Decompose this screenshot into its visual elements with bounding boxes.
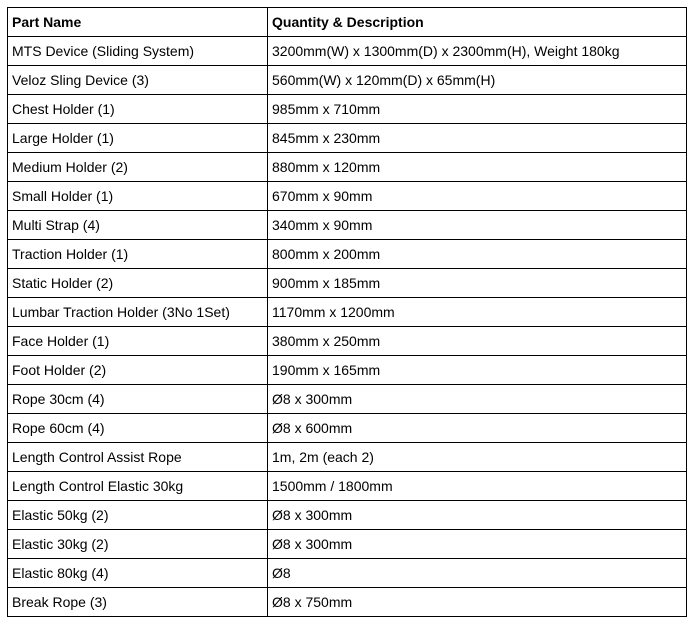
- quantity-description-cell: 190mm x 165mm: [268, 356, 687, 385]
- quantity-description-cell: 560mm(W) x 120mm(D) x 65mm(H): [268, 66, 687, 95]
- part-name-cell: Elastic 80kg (4): [8, 559, 268, 588]
- table-row: [8, 356, 687, 385]
- part-name-cell: Face Holder (1): [8, 327, 268, 356]
- quantity-description-cell: 880mm x 120mm: [268, 153, 687, 182]
- part-name-cell: Small Holder (1): [8, 182, 268, 211]
- table-row: [8, 37, 687, 66]
- table-row: [8, 95, 687, 124]
- quantity-description-cell: 900mm x 185mm: [268, 269, 687, 298]
- quantity-description-cell: 1170mm x 1200mm: [268, 298, 687, 327]
- part-name-cell: Multi Strap (4): [8, 211, 268, 240]
- part-name-cell: Static Holder (2): [8, 269, 268, 298]
- quantity-description-cell: 3200mm(W) x 1300mm(D) x 2300mm(H), Weight 180kg: [268, 37, 687, 66]
- quantity-description-cell: 340mm x 90mm: [268, 211, 687, 240]
- quantity-description-cell: 670mm x 90mm: [268, 182, 687, 211]
- quantity-description-cell: Ø8: [268, 559, 687, 588]
- quantity-description-cell: 800mm x 200mm: [268, 240, 687, 269]
- header-row: [8, 8, 687, 37]
- table-row: [8, 530, 687, 559]
- part-name-cell: Traction Holder (1): [8, 240, 268, 269]
- quantity-description-cell: 1m, 2m (each 2): [268, 443, 687, 472]
- part-name-cell: Foot Holder (2): [8, 356, 268, 385]
- part-name-cell: Rope 60cm (4): [8, 414, 268, 443]
- table-row: [8, 269, 687, 298]
- part-name-cell: Medium Holder (2): [8, 153, 268, 182]
- quantity-description-cell: Ø8 x 300mm: [268, 530, 687, 559]
- part-name-cell: Rope 30cm (4): [8, 385, 268, 414]
- quantity-description-cell: 985mm x 710mm: [268, 95, 687, 124]
- part-name-cell: Elastic 30kg (2): [8, 530, 268, 559]
- quantity-description-cell: Ø8 x 300mm: [268, 501, 687, 530]
- part-name-cell: Length Control Assist Rope: [8, 443, 268, 472]
- table-row: [8, 472, 687, 501]
- table-row: [8, 501, 687, 530]
- quantity-description-cell: 380mm x 250mm: [268, 327, 687, 356]
- table-row: [8, 414, 687, 443]
- table-row: [8, 385, 687, 414]
- table-row: [8, 153, 687, 182]
- table-row: [8, 588, 687, 617]
- table-row: [8, 298, 687, 327]
- part-name-cell: MTS Device (Sliding System): [8, 37, 268, 66]
- quantity-description-cell: Ø8 x 300mm: [268, 385, 687, 414]
- column-header-quantity-description: Quantity & Description: [268, 8, 687, 37]
- part-name-cell: Veloz Sling Device (3): [8, 66, 268, 95]
- part-name-cell: Break Rope (3): [8, 588, 268, 617]
- quantity-description-cell: 1500mm / 1800mm: [268, 472, 687, 501]
- part-name-cell: Chest Holder (1): [8, 95, 268, 124]
- column-header-part-name: Part Name: [8, 8, 268, 37]
- quantity-description-cell: Ø8 x 750mm: [268, 588, 687, 617]
- table-row: [8, 124, 687, 153]
- part-name-cell: Length Control Elastic 30kg: [8, 472, 268, 501]
- table-row: [8, 240, 687, 269]
- part-name-cell: Lumbar Traction Holder (3No 1Set): [8, 298, 268, 327]
- parts-table: [7, 7, 687, 617]
- table-row: [8, 559, 687, 588]
- table-row: [8, 182, 687, 211]
- part-name-cell: Elastic 50kg (2): [8, 501, 268, 530]
- quantity-description-cell: Ø8 x 600mm: [268, 414, 687, 443]
- quantity-description-cell: 845mm x 230mm: [268, 124, 687, 153]
- table-row: [8, 327, 687, 356]
- table-row: [8, 211, 687, 240]
- table-row: [8, 443, 687, 472]
- part-name-cell: Large Holder (1): [8, 124, 268, 153]
- table-row: [8, 66, 687, 95]
